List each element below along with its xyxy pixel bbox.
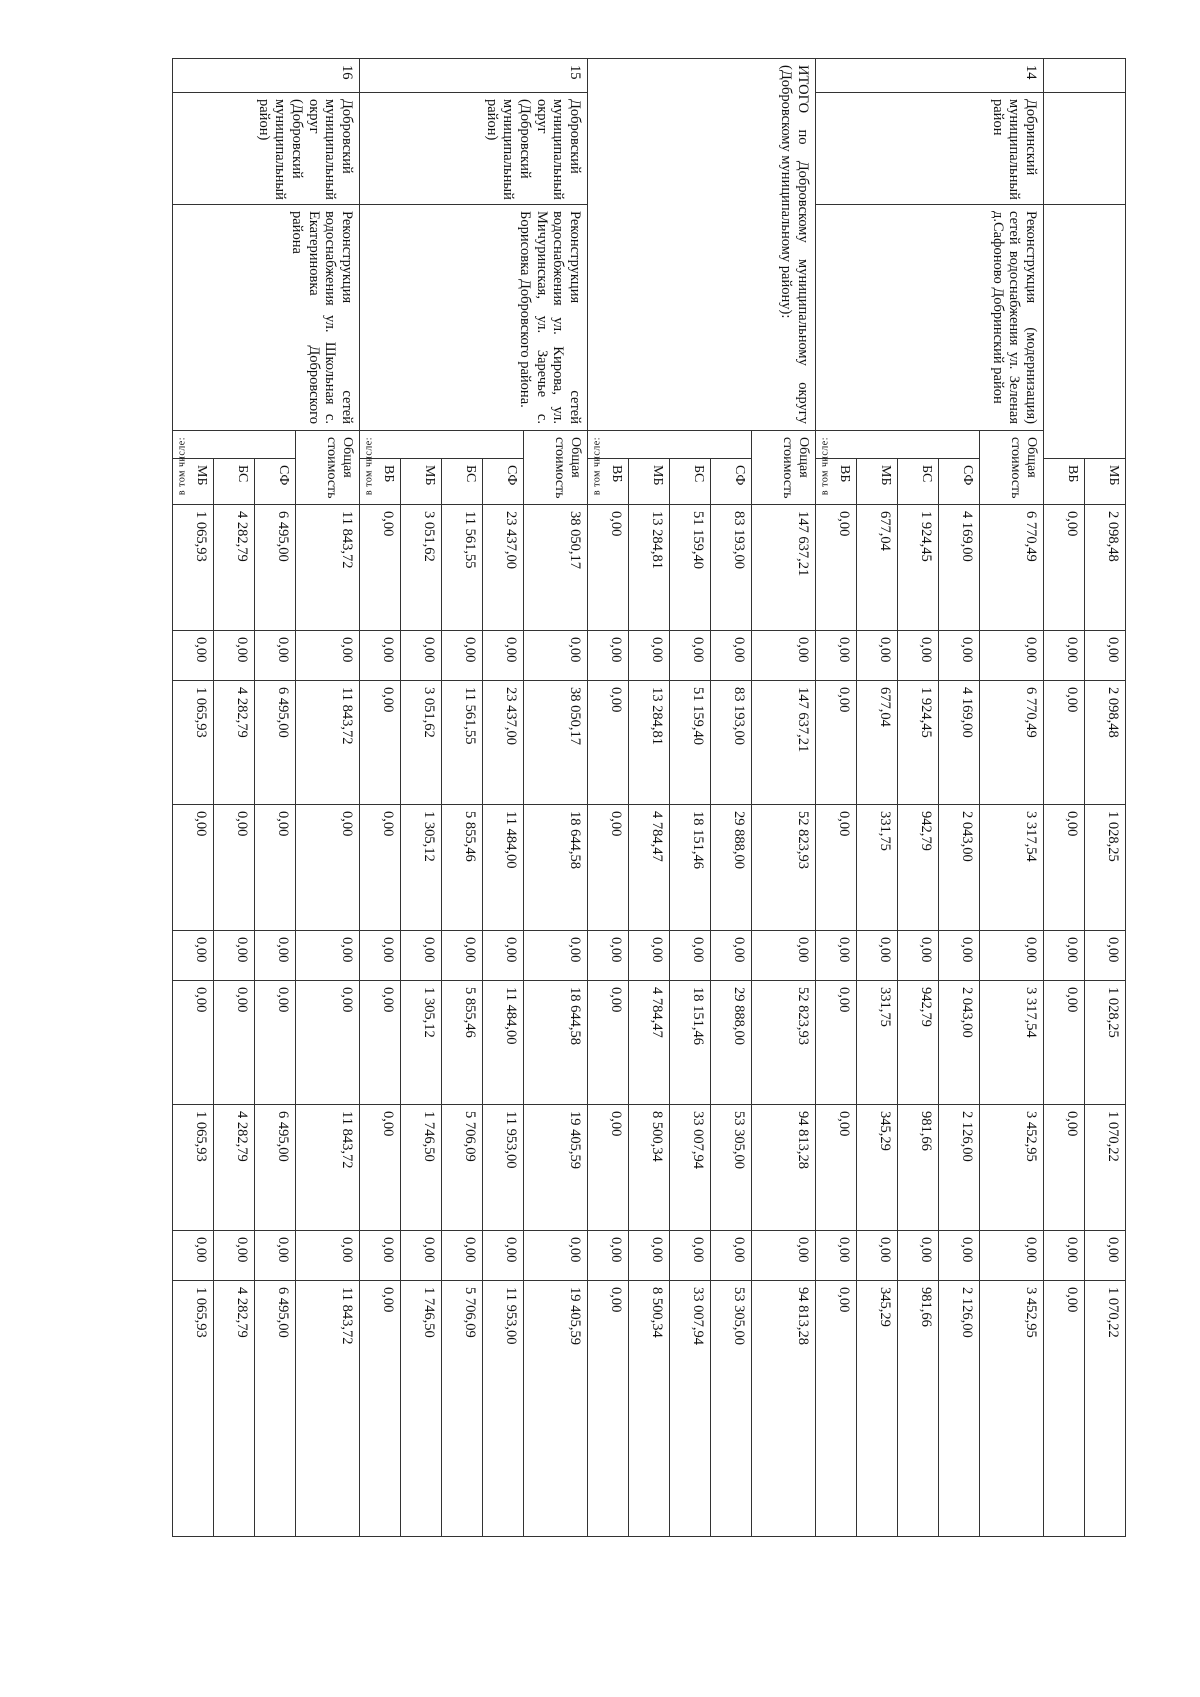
value-cell: 0,00 bbox=[483, 1231, 524, 1281]
value-cell: 0,00 bbox=[255, 805, 296, 931]
value-cell: 52 823,93 bbox=[752, 805, 816, 931]
value-cell: 53 305,00 bbox=[711, 1281, 752, 1537]
value-cell: 0,00 bbox=[360, 1231, 401, 1281]
value-cell: 11 843,72 bbox=[296, 681, 360, 805]
value-cell: 0,00 bbox=[816, 1281, 857, 1537]
value-cell: 331,75 bbox=[857, 805, 898, 931]
value-cell: 0,00 bbox=[1044, 631, 1085, 681]
value-cell: 2 098,48 bbox=[1085, 505, 1126, 631]
project-name: Реконструкция сетей водоснабжения ул. Кирова, ул. Мичуринская, ул. Заречье с. Борисовка Добровского района. bbox=[360, 205, 588, 431]
district-name: Добровский муниципальный округ (Добровский муниципальный район) bbox=[173, 93, 360, 205]
value-cell: 0,00 bbox=[816, 1231, 857, 1281]
value-cell: 2 043,00 bbox=[939, 805, 980, 931]
value-cell: 0,00 bbox=[214, 931, 255, 981]
value-cell: 0,00 bbox=[360, 681, 401, 805]
value-cell: 0,00 bbox=[214, 981, 255, 1105]
value-cell: 942,79 bbox=[898, 805, 939, 931]
value-cell: 3 317,54 bbox=[980, 981, 1044, 1105]
in-total-text: в том числе: bbox=[364, 437, 375, 496]
value-cell: 33 007,94 bbox=[670, 1105, 711, 1231]
value-cell: 0,00 bbox=[939, 931, 980, 981]
value-cell: 0,00 bbox=[1044, 1281, 1085, 1537]
value-cell: 0,00 bbox=[401, 931, 442, 981]
value-cell: 13 284,81 bbox=[629, 505, 670, 631]
value-cell: 0,00 bbox=[629, 931, 670, 981]
value-cell: 1 924,45 bbox=[898, 505, 939, 631]
value-cell: 345,29 bbox=[857, 1281, 898, 1537]
value-cell: 11 953,00 bbox=[483, 1281, 524, 1537]
value-cell: 11 953,00 bbox=[483, 1105, 524, 1231]
value-cell: 0,00 bbox=[360, 631, 401, 681]
value-cell: 0,00 bbox=[588, 505, 629, 631]
value-cell: 1 070,22 bbox=[1085, 1281, 1126, 1537]
value-cell: 0,00 bbox=[296, 631, 360, 681]
value-cell: 0,00 bbox=[360, 981, 401, 1105]
value-cell: 3 452,95 bbox=[980, 1105, 1044, 1231]
value-cell: 94 813,28 bbox=[752, 1105, 816, 1231]
value-cell: 0,00 bbox=[442, 1231, 483, 1281]
value-cell: 0,00 bbox=[588, 1281, 629, 1537]
value-cell: 11 484,00 bbox=[483, 805, 524, 931]
value-cell: 0,00 bbox=[1044, 931, 1085, 981]
value-cell: 5 706,09 bbox=[442, 1281, 483, 1537]
value-cell: 0,00 bbox=[816, 931, 857, 981]
funding-source: ВБ bbox=[1044, 459, 1085, 505]
value-cell: 4 784,47 bbox=[629, 981, 670, 1105]
value-cell: 0,00 bbox=[360, 1281, 401, 1537]
value-cell: 942,79 bbox=[898, 981, 939, 1105]
value-cell: 6 495,00 bbox=[255, 681, 296, 805]
value-cell: 0,00 bbox=[524, 1231, 588, 1281]
value-cell: 18 644,58 bbox=[524, 805, 588, 931]
value-cell: 11 843,72 bbox=[296, 1281, 360, 1537]
value-cell: 3 317,54 bbox=[980, 805, 1044, 931]
value-cell: 0,00 bbox=[980, 631, 1044, 681]
funding-table bbox=[172, 58, 1126, 1537]
value-cell: 18 644,58 bbox=[524, 981, 588, 1105]
value-cell: 4 282,79 bbox=[214, 505, 255, 631]
value-cell: 8 500,34 bbox=[629, 1281, 670, 1537]
value-cell: 6 495,00 bbox=[255, 1105, 296, 1231]
value-cell: 33 007,94 bbox=[670, 1281, 711, 1537]
row-number: 16 bbox=[173, 59, 360, 93]
value-cell: 0,00 bbox=[1044, 981, 1085, 1105]
row-number-cell bbox=[1044, 59, 1126, 93]
value-cell: 0,00 bbox=[816, 1105, 857, 1231]
value-cell: 0,00 bbox=[442, 631, 483, 681]
total-cost-label: Общая стоимость bbox=[980, 431, 1044, 505]
rotated-table-page bbox=[114, 58, 1126, 1530]
value-cell: 0,00 bbox=[752, 631, 816, 681]
value-cell: 0,00 bbox=[296, 1231, 360, 1281]
value-cell: 0,00 bbox=[670, 1231, 711, 1281]
value-cell: 4 282,79 bbox=[214, 681, 255, 805]
value-cell: 0,00 bbox=[296, 981, 360, 1105]
value-cell: 1 065,93 bbox=[173, 505, 214, 631]
value-cell: 0,00 bbox=[360, 805, 401, 931]
value-cell: 981,66 bbox=[898, 1281, 939, 1537]
value-cell: 29 888,00 bbox=[711, 805, 752, 931]
total-cost-label: Общая стоимость bbox=[524, 431, 588, 505]
value-cell: 0,00 bbox=[173, 981, 214, 1105]
value-cell: 0,00 bbox=[401, 631, 442, 681]
value-cell: 677,04 bbox=[857, 681, 898, 805]
value-cell: 0,00 bbox=[1044, 805, 1085, 931]
value-cell: 0,00 bbox=[1085, 1231, 1126, 1281]
value-cell: 18 151,46 bbox=[670, 805, 711, 931]
value-cell: 5 706,09 bbox=[442, 1105, 483, 1231]
value-cell: 0,00 bbox=[898, 931, 939, 981]
table-row bbox=[296, 59, 360, 1537]
funding-source: МБ bbox=[629, 459, 670, 505]
value-cell: 0,00 bbox=[629, 1231, 670, 1281]
value-cell: 0,00 bbox=[255, 1231, 296, 1281]
value-cell: 0,00 bbox=[980, 931, 1044, 981]
value-cell: 51 159,40 bbox=[670, 505, 711, 631]
value-cell: 0,00 bbox=[483, 631, 524, 681]
value-cell: 331,75 bbox=[857, 981, 898, 1105]
value-cell: 0,00 bbox=[857, 631, 898, 681]
funding-source: МБ bbox=[1085, 459, 1126, 505]
value-cell: 0,00 bbox=[752, 1231, 816, 1281]
funding-source: ВБ bbox=[360, 459, 401, 505]
value-cell: 6 495,00 bbox=[255, 505, 296, 631]
funding-source: МБ bbox=[857, 459, 898, 505]
row-number: 15 bbox=[360, 59, 588, 93]
total-label: ИТОГО по Добровскому муниципальному округу (Добровскому муниципальному району): bbox=[588, 59, 816, 431]
project-name: Реконструкция сетей водоснабжения ул. Школьная с. Екатериновка Добровского района bbox=[173, 205, 360, 431]
value-cell: 4 169,00 bbox=[939, 505, 980, 631]
funding-source: БС bbox=[442, 459, 483, 505]
value-cell: 1 028,25 bbox=[1085, 805, 1126, 931]
value-cell: 0,00 bbox=[1044, 1231, 1085, 1281]
value-cell: 11 561,55 bbox=[442, 505, 483, 631]
funding-source: СФ bbox=[255, 459, 296, 505]
value-cell: 5 855,46 bbox=[442, 805, 483, 931]
value-cell: 1 065,93 bbox=[173, 681, 214, 805]
value-cell: 0,00 bbox=[588, 931, 629, 981]
value-cell: 4 282,79 bbox=[214, 1105, 255, 1231]
value-cell: 0,00 bbox=[1085, 631, 1126, 681]
value-cell: 38 050,17 bbox=[524, 505, 588, 631]
funding-source: СФ bbox=[939, 459, 980, 505]
value-cell: 3 051,62 bbox=[401, 505, 442, 631]
value-cell: 0,00 bbox=[629, 631, 670, 681]
value-cell: 6 770,49 bbox=[980, 505, 1044, 631]
value-cell: 3 452,95 bbox=[980, 1281, 1044, 1537]
value-cell: 0,00 bbox=[816, 505, 857, 631]
funding-source: БС bbox=[670, 459, 711, 505]
value-cell: 94 813,28 bbox=[752, 1281, 816, 1537]
value-cell: 4 282,79 bbox=[214, 1281, 255, 1537]
funding-source: ВБ bbox=[588, 459, 629, 505]
value-cell: 0,00 bbox=[588, 1105, 629, 1231]
funding-source: ВБ bbox=[816, 459, 857, 505]
value-cell: 4 784,47 bbox=[629, 805, 670, 931]
value-cell: 0,00 bbox=[296, 931, 360, 981]
value-cell: 83 193,00 bbox=[711, 681, 752, 805]
funding-source: СФ bbox=[483, 459, 524, 505]
total-cost-label: Общая стоимость bbox=[752, 431, 816, 505]
district-name: Добринский муниципальный район bbox=[816, 93, 1044, 205]
value-cell: 2 098,48 bbox=[1085, 681, 1126, 805]
value-cell: 4 169,00 bbox=[939, 681, 980, 805]
value-cell: 0,00 bbox=[857, 931, 898, 981]
value-cell: 23 437,00 bbox=[483, 681, 524, 805]
funding-source: БС bbox=[214, 459, 255, 505]
value-cell: 11 843,72 bbox=[296, 505, 360, 631]
district-cell bbox=[1044, 93, 1126, 205]
value-cell: 147 637,21 bbox=[752, 505, 816, 631]
value-cell: 0,00 bbox=[588, 631, 629, 681]
value-cell: 1 028,25 bbox=[1085, 981, 1126, 1105]
value-cell: 0,00 bbox=[442, 931, 483, 981]
value-cell: 677,04 bbox=[857, 505, 898, 631]
value-cell: 1 746,50 bbox=[401, 1281, 442, 1537]
value-cell: 0,00 bbox=[401, 1231, 442, 1281]
value-cell: 0,00 bbox=[1044, 505, 1085, 631]
row-number: 14 bbox=[816, 59, 1044, 93]
value-cell: 0,00 bbox=[524, 931, 588, 981]
funding-source: СФ bbox=[711, 459, 752, 505]
value-cell: 0,00 bbox=[816, 981, 857, 1105]
value-cell: 0,00 bbox=[816, 681, 857, 805]
value-cell: 0,00 bbox=[255, 931, 296, 981]
value-cell: 0,00 bbox=[588, 981, 629, 1105]
value-cell: 0,00 bbox=[255, 981, 296, 1105]
total-cost-label: Общая стоимость bbox=[296, 431, 360, 505]
value-cell: 0,00 bbox=[296, 805, 360, 931]
value-cell: 2 126,00 bbox=[939, 1281, 980, 1537]
project-name: Реконструкция (модернизация) сетей водоснабжения ул. Зеленая д.Сафоново Добринский район bbox=[816, 205, 1044, 431]
value-cell: 0,00 bbox=[980, 1231, 1044, 1281]
value-cell: 0,00 bbox=[588, 805, 629, 931]
value-cell: 1 070,22 bbox=[1085, 1105, 1126, 1231]
value-cell: 0,00 bbox=[173, 805, 214, 931]
funding-source: МБ bbox=[173, 459, 214, 505]
value-cell: 2 126,00 bbox=[939, 1105, 980, 1231]
value-cell: 0,00 bbox=[939, 1231, 980, 1281]
table-row bbox=[524, 59, 588, 1537]
value-cell: 147 637,21 bbox=[752, 681, 816, 805]
value-cell: 0,00 bbox=[214, 631, 255, 681]
table-row bbox=[980, 59, 1044, 1537]
value-cell: 0,00 bbox=[898, 631, 939, 681]
value-cell: 0,00 bbox=[1044, 1105, 1085, 1231]
value-cell: 1 065,93 bbox=[173, 1281, 214, 1537]
value-cell: 52 823,93 bbox=[752, 981, 816, 1105]
value-cell: 6 770,49 bbox=[980, 681, 1044, 805]
value-cell: 0,00 bbox=[816, 805, 857, 931]
value-cell: 0,00 bbox=[670, 931, 711, 981]
table-row bbox=[1085, 59, 1126, 1537]
in-total-text: в том числе: bbox=[592, 437, 603, 496]
value-cell: 0,00 bbox=[524, 631, 588, 681]
value-cell: 3 051,62 bbox=[401, 681, 442, 805]
in-total-text: в том числе: bbox=[820, 437, 831, 496]
value-cell: 13 284,81 bbox=[629, 681, 670, 805]
district-name: Добровский муниципальный округ (Добровский муниципальный район) bbox=[360, 93, 588, 205]
value-cell: 0,00 bbox=[857, 1231, 898, 1281]
value-cell: 1 065,93 bbox=[173, 1105, 214, 1231]
value-cell: 2 043,00 bbox=[939, 981, 980, 1105]
value-cell: 0,00 bbox=[360, 505, 401, 631]
value-cell: 0,00 bbox=[173, 631, 214, 681]
value-cell: 345,29 bbox=[857, 1105, 898, 1231]
value-cell: 11 843,72 bbox=[296, 1105, 360, 1231]
value-cell: 11 561,55 bbox=[442, 681, 483, 805]
value-cell: 0,00 bbox=[173, 1231, 214, 1281]
value-cell: 0,00 bbox=[752, 931, 816, 981]
value-cell: 51 159,40 bbox=[670, 681, 711, 805]
value-cell: 0,00 bbox=[711, 1231, 752, 1281]
value-cell: 0,00 bbox=[1085, 931, 1126, 981]
value-cell: 1 305,12 bbox=[401, 805, 442, 931]
value-cell: 18 151,46 bbox=[670, 981, 711, 1105]
value-cell: 83 193,00 bbox=[711, 505, 752, 631]
value-cell: 11 484,00 bbox=[483, 981, 524, 1105]
value-cell: 981,66 bbox=[898, 1105, 939, 1231]
value-cell: 38 050,17 bbox=[524, 681, 588, 805]
value-cell: 0,00 bbox=[214, 1231, 255, 1281]
value-cell: 0,00 bbox=[711, 631, 752, 681]
value-cell: 0,00 bbox=[360, 931, 401, 981]
value-cell: 0,00 bbox=[483, 931, 524, 981]
value-cell: 0,00 bbox=[1044, 681, 1085, 805]
value-cell: 23 437,00 bbox=[483, 505, 524, 631]
value-cell: 53 305,00 bbox=[711, 1105, 752, 1231]
value-cell: 5 855,46 bbox=[442, 981, 483, 1105]
in-total-text: в том числе: bbox=[177, 437, 188, 496]
value-cell: 19 405,59 bbox=[524, 1105, 588, 1231]
value-cell: 29 888,00 bbox=[711, 981, 752, 1105]
value-cell: 0,00 bbox=[711, 931, 752, 981]
value-cell: 0,00 bbox=[588, 1231, 629, 1281]
value-cell: 0,00 bbox=[816, 631, 857, 681]
value-cell: 0,00 bbox=[898, 1231, 939, 1281]
value-cell: 1 305,12 bbox=[401, 981, 442, 1105]
value-cell: 0,00 bbox=[939, 631, 980, 681]
value-cell: 0,00 bbox=[670, 631, 711, 681]
value-cell: 1 924,45 bbox=[898, 681, 939, 805]
project-cell bbox=[1044, 205, 1126, 459]
value-cell: 0,00 bbox=[360, 1105, 401, 1231]
value-cell: 0,00 bbox=[255, 631, 296, 681]
value-cell: 8 500,34 bbox=[629, 1105, 670, 1231]
value-cell: 1 746,50 bbox=[401, 1105, 442, 1231]
value-cell: 6 495,00 bbox=[255, 1281, 296, 1537]
value-cell: 0,00 bbox=[214, 805, 255, 931]
funding-source: БС bbox=[898, 459, 939, 505]
value-cell: 0,00 bbox=[173, 931, 214, 981]
table-row bbox=[752, 59, 816, 1537]
table-body bbox=[173, 59, 1126, 1537]
value-cell: 19 405,59 bbox=[524, 1281, 588, 1537]
value-cell: 0,00 bbox=[588, 681, 629, 805]
funding-source: МБ bbox=[401, 459, 442, 505]
